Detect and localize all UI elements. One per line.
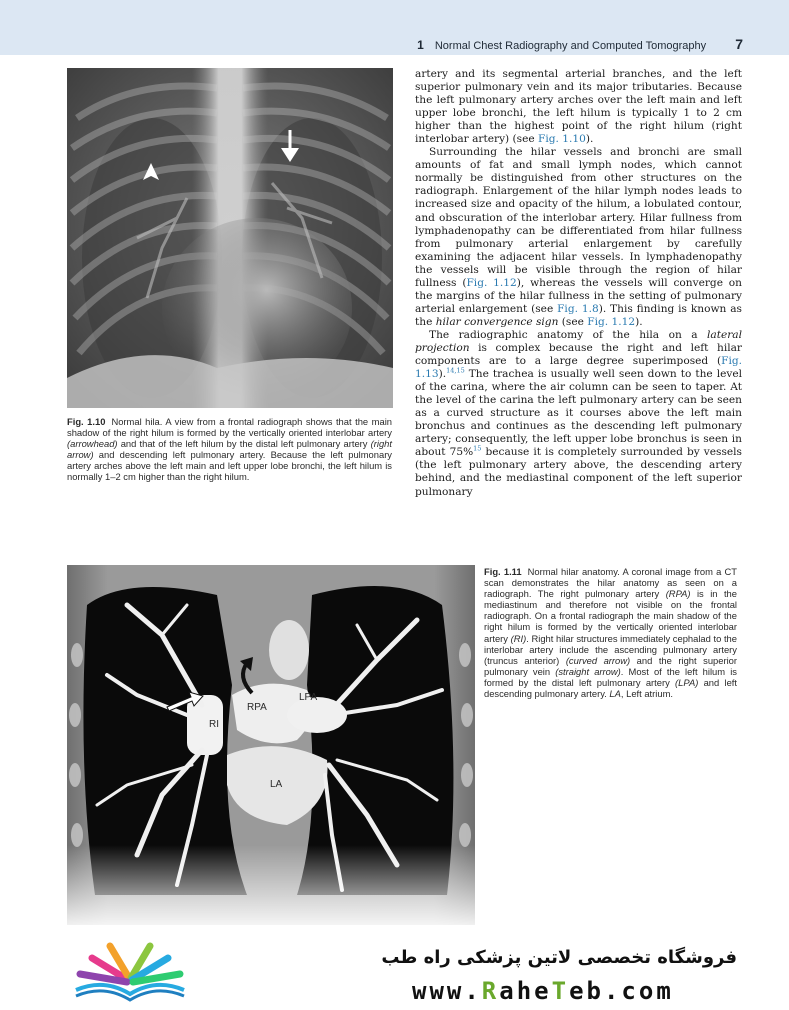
chest-radiograph-figure <box>67 68 393 408</box>
chapter-title: Normal Chest Radiography and Computed Tomography <box>434 40 707 52</box>
figure-reference-link[interactable]: Fig. 1.8 <box>557 302 599 315</box>
label-ri: RI <box>209 719 219 730</box>
store-url[interactable]: www.RaheTeb.com <box>412 977 674 1005</box>
paragraph: Surrounding the hilar vessels and bronchi are small amounts of fat and small lymph nodes, which cannot normally be distinguished from other structures on the radiograph. Enlargement of the hilar lymph nodes leads to increased size and opacity of the hilum, a lobulated contour, and obscuration of the interlobar artery. Hilar fullness from lymphadenopathy can be differentiated from hilar fullness from pulmonary arterial enlargement by carefully examining the adjacent hilar vessels. In lymphadenopathy the vessels will be visible through the region of hilar fullness (Fig. 1.12), whereas the vessels will converge on the margins of the hilar fullness in the setting of pulmonary arterial enlargement (see Fig. 1.8). This finding is known as the hilar convergence sign (see Fig. 1.12). <box>415 146 742 328</box>
ct-coronal-figure <box>67 565 475 925</box>
book-logo-icon <box>70 940 190 1006</box>
page-number: 7 <box>735 36 743 52</box>
running-header <box>417 36 743 52</box>
figure-1-11-caption: Fig. 1.11 Normal hilar anatomy. A coronal image from a CT scan demonstrates the hilar anatomy as seen on a radiograph. The right pulmonary artery (RPA) is in the mediastinum and therefore not visible on the frontal radiograph. On a frontal radiograph the main shadow of the right hilum is formed by the vertically oriented interlobar artery (RI). Right hilar structures immediately cephalad to the interlobar artery include the ascending pulmonary artery (truncus anterior) (curved arrow) and the right superior pulmonary vein (straight arrow). Most of the left hilum is formed by the distal left pulmonary artery (LPA) and left descending pulmonary artery. LA, Left atrium. <box>484 566 738 700</box>
figure-1-10-caption: Fig. 1.10 Normal hila. A view from a frontal radiograph shows that the main shadow of the right hilum is formed by the vertically oriented interlobar artery (arrowhead) and that of the left hilum by the distal left pulmonary artery (right arrow) and descending left pulmonary artery. Because the left pulmonary artery arches above the left main and left upper lobe bronchi, the left hilum is normally 1–2 cm higher than the right hilum. <box>67 416 392 483</box>
label-la: LA <box>270 779 283 790</box>
label-rpa: RPA <box>247 702 267 713</box>
paragraph: artery and its segmental arterial branches, and the left superior pulmonary vein and its major tributaries. Because the left pulmonary artery arches over the left main and left upper lobe bronchi, the left hilum is typically 1 to 2 cm higher than the highest point of the right hilum (right interlobar artery) (see Fig. 1.10). <box>415 68 742 146</box>
citation-superscript[interactable]: 15 <box>473 444 482 453</box>
label-lpa: LPA <box>299 692 318 703</box>
figure-reference-link[interactable]: Fig. 1.12 <box>466 276 517 289</box>
figure-1-11-label: Fig. 1.11 <box>484 566 522 577</box>
body-text-column <box>415 68 742 499</box>
paragraph: The radiographic anatomy of the hila on a lateral projection is complex because the right and left hilar components are to a large degree superimposed (Fig. 1.13).$^{14,15}$ The trachea is usually well seen down to the level of the carina, where the air column can be seen to taper. At the level of the carina the left pulmonary artery can be seen as a curved structure as it courses above the left main bronchus and continues as the descending left pulmonary artery; consequently, the left upper lobe bronchus is seen in about 75%$^{15}$ because it is completely surrounded by vessels (the left pulmonary artery above, the descending artery behind, and the mediastinal component of the left superior pulmonary <box>415 328 742 498</box>
figure-1-10-label: Fig. 1.10 <box>67 416 106 427</box>
store-name: فروشگاه تخصصی لاتین پزشکی راه طب <box>381 947 737 968</box>
figure-reference-link[interactable]: Fig. 1.10 <box>538 133 586 146</box>
chapter-number: 1 <box>417 38 424 52</box>
figure-reference-link[interactable]: Fig. 1.12 <box>587 315 636 328</box>
citation-superscript[interactable]: 14,15 <box>446 366 465 375</box>
figure-reference-link[interactable]: Fig. 1.13 <box>415 355 742 381</box>
